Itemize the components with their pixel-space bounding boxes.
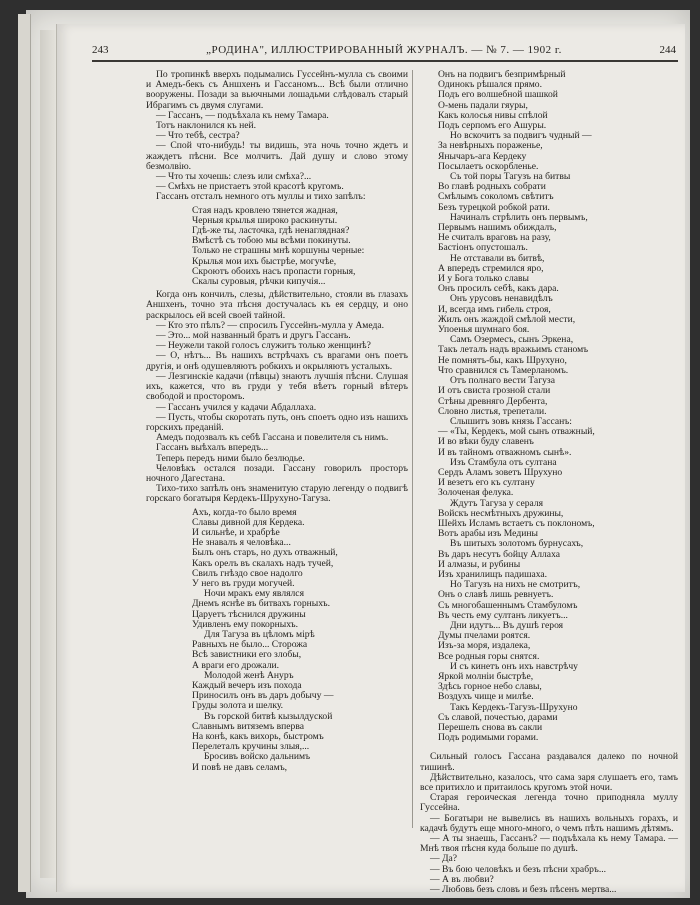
verse-line: И везетъ его къ султану: [438, 477, 535, 489]
paragraph: Теперь передъ ними было безлюдье.: [156, 452, 305, 464]
paragraph: — Гассанъ учился у кадачи Абдаллаха.: [156, 401, 317, 413]
running-header: [92, 42, 676, 58]
verse-line: И въ тайномъ отважномъ сынѣ».: [438, 446, 572, 458]
verse-line: Молодой женѣ Ануръ: [204, 669, 294, 681]
paragraph: — Пусть, чтобы скоротать путь, онъ споетъ одно изъ нашихъ горскихъ преданій.: [146, 411, 408, 433]
verse-line: Здѣсь горное небо славы,: [438, 681, 542, 693]
verse-line: Не считалъ враговъ на разу,: [438, 232, 551, 244]
verse-line: Все родныя горы снятся.: [438, 650, 540, 662]
verse-line: Не отставали въ битвѣ,: [450, 252, 545, 264]
verse-line: Въ горской битвѣ кызылдуской: [204, 710, 333, 722]
paragraph: — Неужели такой голосъ служитъ только женщинѣ?: [156, 340, 371, 352]
verse-line: И алмазы, и рубины: [438, 558, 521, 570]
verse-line: Но Тагузъ на нихъ не смотритъ,: [450, 579, 581, 591]
verse-line: Ахъ, когда-то было время: [192, 506, 297, 518]
verse-line: Скалы суровыя, рѣчки кипучія...: [192, 276, 326, 288]
verse-line: За невѣрныхъ пораженье,: [438, 140, 543, 152]
page-number-right: 244: [659, 44, 676, 56]
paragraph: Амедъ подозвалъ къ себѣ Гассана и повелителя съ нимъ.: [156, 432, 389, 444]
verse-line: У него въ груди могучей.: [192, 577, 295, 589]
verse-line: Воздухъ чище и милѣе.: [438, 691, 534, 703]
verse-line: Упоенья шумнаго боя.: [438, 324, 530, 336]
paragraph: Сильный голосъ Гассана раздавался далеко по ночной тишинѣ.: [420, 751, 678, 773]
verse-block-3: [420, 70, 678, 743]
verse-line: А впередъ стремился яро,: [438, 262, 544, 274]
verse-line: Онъ урусовъ ненавидѣлъ: [450, 293, 553, 305]
paragraph: Тихо-тихо запѣлъ онъ знаменитую старую легенду о подвигѣ горскаго богатыря Кердекъ-Шрухуно-Тагуза.: [146, 483, 408, 505]
paragraph: — Спой что-нибудь! ты видишь, эта ночь точно ждетъ и жаждетъ пѣсни. Все молчитъ. Дай душу и слово этому безмолвію.: [146, 140, 408, 172]
verse-line: Сердъ Аламъ зоветъ Шрухуно: [438, 466, 563, 478]
verse-line: Не знавалъ я человѣка...: [192, 537, 291, 549]
paragraph: Гассанъ выѣхалъ впередъ...: [156, 442, 269, 454]
verse-line: Приносилъ онъ въ даръ добычу —: [192, 690, 334, 702]
paragraph: — Лезгинскіе кадачи (пѣвцы) знаютъ лучшія пѣсни. Слушая ихъ, кажется, что въ груди у тебя вѣетъ горный вѣтеръ свободой и просторомъ.: [146, 370, 408, 403]
verse-line: Перешелъ снова въ сакли: [438, 722, 543, 733]
verse-line: На конѣ, какъ вихорь, быстромъ: [192, 731, 324, 742]
column-divider: [412, 70, 413, 828]
verse-line: Удивленъ ему покорныхъ.: [192, 618, 298, 630]
verse-line: — «Ты, Кердекъ, мой сынъ отважный,: [438, 426, 595, 438]
verse-line: О-мень падали гяуры,: [438, 99, 528, 111]
verse-line: Изъ хранилищъ падишаха.: [438, 568, 548, 580]
verse-line: Войскъ несмѣтныхъ дружины,: [438, 507, 564, 519]
verse-line: Онъ о славѣ лишь ревнуетъ.: [438, 589, 554, 601]
paragraph: По тропинкѣ вверхъ подымались Гуссейнъ-мулла съ своими и Амедъ-бекъ съ Аншхенъ и Гассаномъ... Всѣ были отлично вооружены. Позади за вьючными лошадьми слѣдовалъ старый Ибрагимъ съ двумя слугами.: [146, 69, 408, 111]
paragraph: — Гассанъ, — подъѣхала къ нему Тамара.: [156, 109, 329, 121]
verse-line: Бросивъ войско дальнимъ: [204, 751, 311, 763]
verse-line: И сильнѣе, и храбрѣе: [192, 526, 280, 538]
verse-line: И, всегда имъ гибель строя,: [438, 303, 551, 315]
verse-line: Онъ просилъ себѣ, какъ дара.: [438, 283, 559, 295]
verse-line: Въ честь ему султанъ ликуетъ...: [438, 609, 568, 621]
verse-line: Думы пчелами роятся.: [438, 630, 531, 642]
verse-line: Съ той поры Тагузъ на битвы: [450, 171, 571, 183]
paragraph: — Это... мой названный братъ и другъ Гассанъ.: [156, 330, 351, 342]
paragraph: — А ты знаешь, Гассанъ? — подъѣхала къ нему Тамара. — Мнѣ твоя пѣсня куда больше по душѣ.: [420, 833, 678, 855]
verse-line: Свилъ гнѣздо свое надолго: [192, 567, 303, 579]
verse-line: И съ кинетъ онъ ихъ навстрѣчу: [450, 660, 578, 672]
verse-line: Каждый вечеръ изъ похода: [192, 679, 302, 691]
verse-line: Посылаетъ оскорбленье.: [438, 160, 539, 172]
verse-line: Безъ турецкой робкой рати.: [438, 201, 550, 213]
verse-line: Только не страшны мнѣ коршуны черные:: [192, 245, 365, 257]
verse-line: Шейхъ Исламъ встаетъ съ поклономъ,: [438, 517, 595, 529]
verse-line: Съ многобашеннымъ Стамбуломъ: [438, 599, 578, 611]
verse-line: И у Бога только славы: [438, 273, 529, 285]
right-column: [420, 70, 678, 895]
verse-line: Яркой молніи быстрѣе,: [438, 670, 534, 682]
paragraph: Дѣйствительно, казалось, что сама заря слушаетъ его, тамъ все притихло и притаилось кругомъ этой ночи.: [420, 771, 678, 794]
verse-line: Подъ его волшебной шашкой: [438, 89, 558, 101]
verse-line: Скроютъ обоихъ насъ пропасти горныя,: [192, 265, 356, 277]
verse-block-1: [146, 206, 408, 288]
verse-line: Не помнятъ-бы, какъ Шрухуно,: [438, 354, 567, 366]
verse-line: Жилъ онъ жаждой смѣлой мести,: [438, 313, 576, 325]
verse-line: Дни идутъ... Въ душѣ героя: [450, 619, 564, 631]
verse-line: И во вѣки буду славенъ: [438, 436, 534, 448]
verse-line: Что сравнился съ Тамерланомъ.: [438, 364, 569, 376]
verse-line: Смѣлымъ соколомъ свѣтитъ: [438, 191, 554, 203]
verse-line: И повѣ не давъ селамъ,: [192, 761, 288, 773]
paragraph: — Любовь безъ словъ и безъ пѣсенъ мертва...: [430, 884, 617, 896]
left-column: [146, 70, 408, 776]
verse-line: Первымъ нашимъ обиждалъ,: [438, 222, 557, 234]
verse-line: Крылья мои ихъ быстрѣе, могучѣе,: [192, 255, 337, 267]
verse-line: Во главѣ родныхъ собрати: [438, 181, 546, 193]
verse-line: Какъ колосья нивы спѣлой: [438, 109, 548, 121]
verse-line: А враги его дрожали.: [192, 659, 280, 671]
verse-line: Какъ орелъ въ скалахъ надъ тучей,: [192, 557, 334, 569]
paragraph: — Смѣхъ не пристаетъ этой красотѣ кругомъ.: [156, 181, 344, 193]
verse-line: Ночи мракъ ему являлся: [204, 588, 304, 600]
verse-line: Но вскочитъ за подвигъ чудный —: [450, 130, 592, 142]
verse-line: Такъ леталъ надъ вражьимъ станомъ: [438, 344, 589, 356]
verse-line: Царуетъ тѣснился дружины: [192, 608, 306, 620]
verse-line: Вмѣстѣ съ тобою мы всѣми покинуты.: [192, 235, 351, 247]
verse-line: Для Тагуза въ цѣломъ мірѣ: [204, 628, 315, 640]
verse-line: Равныхъ не было... Сторожа: [192, 639, 308, 651]
verse-line: Такъ Кердекъ-Тагузъ-Шрухуно: [450, 701, 578, 713]
verse-line: Всѣ завистники его злобы,: [192, 649, 302, 661]
paragraph: Человѣкъ остался позади. Гассану говорилъ просторъ ночного Дагестана.: [146, 462, 408, 484]
verse-line: Изъ-за моря, издалека,: [438, 640, 531, 652]
paragraph: — Богатыри не вывелись въ нашихъ вольныхъ горахъ, и кадачѣ будутъ еще много-много, о чемъ пѣть нашимъ дѣтямъ.: [420, 812, 678, 834]
paragraph: — Да?: [430, 853, 458, 865]
verse-line: Одинокъ рѣшался прямо.: [438, 79, 542, 91]
paragraph: — Что ты хочешь: слезъ или смѣха?...: [156, 171, 312, 183]
paragraph: — Кто это пѣлъ? — спросилъ Гуссейнъ-мулла у Амеда.: [156, 319, 385, 331]
journal-title: „РОДИНА", ИЛЛЮСТРИРОВАННЫЙ ЖУРНАЛЪ. — № 7. — 1902 г.: [206, 44, 562, 56]
verse-line: Самъ Озермесъ, сынъ Эркена,: [450, 334, 574, 346]
verse-line: Отъ полнаго вести Тагуза: [450, 375, 555, 387]
verse-line: Груды золота и шелку.: [192, 700, 284, 712]
verse-line: Подъ серпомъ его Ашуры.: [438, 120, 547, 132]
verse-line: Бастіонъ опустошалъ.: [438, 242, 528, 254]
verse-line: Янычаръ-ага Кердеку: [438, 150, 527, 162]
paragraph: — О, нѣтъ... Въ нашихъ встрѣчахъ съ врагами онъ поетъ другія, и онѣ одушевляютъ робкихъ и окрыляютъ усталыхъ.: [146, 350, 408, 372]
verse-line: Славы дивной для Кердека.: [192, 516, 305, 528]
verse-line: Золоченая фелука.: [438, 487, 514, 499]
verse-line: Вотъ арабы изъ Медины: [438, 528, 538, 540]
verse-line: Ждутъ Тагуза у сераля: [450, 497, 544, 509]
scan-page-edge: [18, 14, 31, 892]
verse-line: Начиналъ стрѣлить онъ первымъ,: [450, 211, 588, 223]
paragraph: — Что тебѣ, сестра?: [156, 130, 240, 142]
verse-line: Днемъ яснѣе въ битвахъ горныхъ.: [192, 598, 331, 610]
verse-line: Черныя крылья широко раскинуты.: [192, 214, 338, 226]
page-number-left: 243: [92, 44, 109, 56]
verse-line: Онъ на подвигъ безпримѣрный: [438, 69, 566, 80]
verse-line: Стѣны древняго Дербента,: [438, 395, 548, 407]
paragraph: Старая героическая легенда точно приподняла муллу Гуссейна.: [420, 792, 678, 814]
paragraph: — А въ любви?: [430, 873, 494, 885]
verse-line: Въ шитыхъ золотомъ бурнусахъ,: [450, 538, 584, 550]
verse-line: Изъ Стамбула отъ султана: [450, 456, 557, 468]
paragraph: — Въ бою человѣкъ и безъ пѣсни храбръ...: [430, 863, 607, 875]
verse-line: Славнымъ витяземъ вперва: [192, 720, 304, 732]
paragraph: Тотъ наклонился къ ней.: [156, 120, 257, 132]
paragraph: Когда онъ кончилъ, слезы, дѣйствительно, стояли въ глазахъ Аншхенъ, точно эта пѣсня достучалась къ ея сердцу, и оно раскрылось ей всей своей тайной.: [146, 289, 408, 321]
verse-line: Перелеталъ кручины злыя,...: [192, 741, 310, 753]
paragraph: Гассанъ отсталъ немного отъ муллы и тихо запѣлъ:: [156, 191, 366, 203]
verse-line: Слышитъ зовъ князь Гассанъ:: [450, 415, 572, 427]
verse-line: Въ даръ несутъ бойцу Аллаха: [438, 548, 560, 560]
page-binding-shadow: [40, 30, 56, 878]
verse-line: Былъ онъ старъ, но духъ отважный,: [192, 547, 338, 559]
verse-line: Подъ родимыми горами.: [438, 732, 539, 744]
header-rule: [92, 60, 678, 62]
verse-line: Стая надъ кровлею тянется жадная,: [192, 204, 338, 216]
verse-line: Гдѣ-же ты, ласточка, гдѣ ненаглядная?: [192, 225, 350, 237]
verse-line: И отъ свиста грозной стали: [438, 385, 551, 397]
verse-line: Съ славой, почестью, дарами: [438, 711, 558, 723]
verse-block-2: [146, 508, 408, 773]
verse-line: Словно листья, трепетали.: [438, 405, 547, 417]
